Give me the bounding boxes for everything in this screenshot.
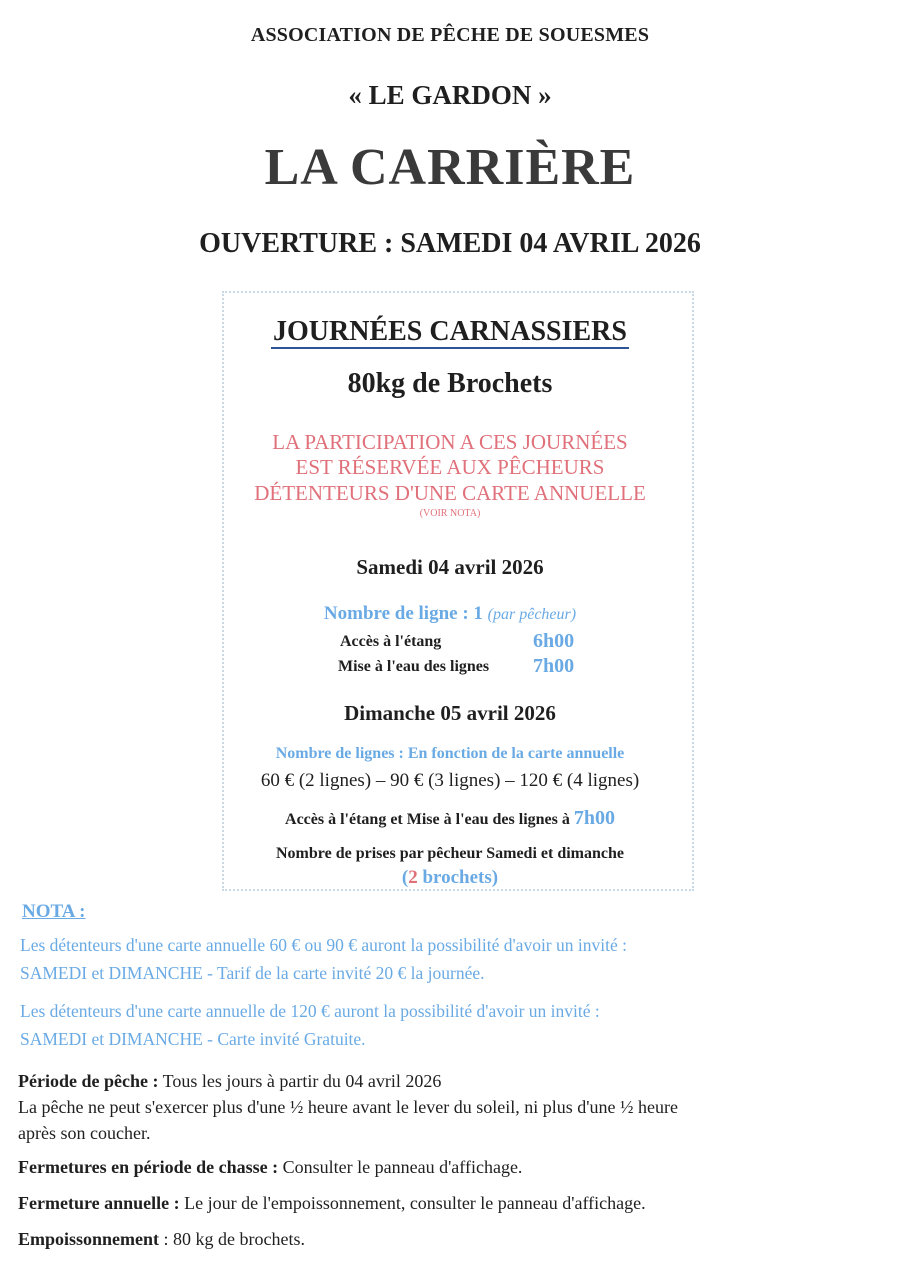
voir-nota: (VOIR NOTA) [419,508,481,519]
day2-lines: Nombre de lignes : En fonction de la carte annuelle [275,745,625,762]
box-subtitle: 80kg de Brochets [347,368,553,399]
closures-text: Consulter le panneau d'affichage. [278,1157,523,1177]
day2-access-time: 7h00 [573,807,615,829]
annual-closure [18,1190,888,1216]
day1-access-label: Accès à l'étang [340,633,442,650]
nota-p1-line2: SAMEDI et DIMANCHE - Tarif de la carte invité 20 € la journée. [20,963,485,983]
catches-number: 2 [408,867,418,888]
day1-lines-note: (par pêcheur) [487,606,577,623]
catches-value [0,867,900,889]
warning-line-3: DÉTENTEURS D'UNE CARTE ANNUELLE [254,481,646,505]
day1-lines-label: Nombre de ligne : 1 [323,603,483,624]
closures-label: Fermetures en période de chasse : [18,1157,279,1177]
annual-label: Fermeture annuelle : [18,1193,180,1213]
period-line3: après son coucher. [18,1123,151,1143]
day2-prices: 60 € (2 lignes) – 90 € (3 lignes) – 120 € (4 lignes) [260,770,640,791]
warning-line-1: LA PARTICIPATION A CES JOURNÉES [272,430,628,454]
period-line2: La pêche ne peut s'exercer plus d'une ½ heure avant le lever du soleil, ni plus d'une ½ heure [18,1097,678,1117]
day2-access [0,807,900,830]
day1-water-time: 7h00 [533,655,575,677]
nota-p2-line1: Les détenteurs d'une carte annuelle de 120 € auront la possibilité d'avoir un invité : [20,1001,600,1021]
day1-access-time: 6h00 [533,630,575,652]
stock-text: : 80 kg de brochets. [159,1229,305,1249]
nota-p1-line1: Les détenteurs d'une carte annuelle 60 € ou 90 € auront la possibilité d'avoir un invité : [20,935,627,955]
catches-label: Nombre de prises par pêcheur Samedi et dimanche [276,845,624,862]
nota-paragraph-2 [20,997,880,1053]
nota-label: NOTA : [22,901,86,922]
association-name: ASSOCIATION DE PÊCHE DE SOUESMES [250,24,650,46]
opening-date: OUVERTURE : SAMEDI 04 AVRIL 2026 [199,228,701,259]
day1-water-label: Mise à l'eau des lignes [338,658,490,675]
day1-title: Samedi 04 avril 2026 [356,555,544,579]
stocking [18,1226,888,1252]
day1-lines [0,603,900,625]
stock-label: Empoissonnement [18,1229,160,1249]
nota-p2-line2: SAMEDI et DIMANCHE - Carte invité Gratuite. [20,1029,366,1049]
period-label: Période de pêche : [18,1071,159,1091]
period-text: Tous les jours à partir du 04 avril 2026 [158,1071,442,1091]
annual-text: Le jour de l'empoissonnement, consulter le panneau d'affichage. [179,1193,646,1213]
catches-open: ( [401,867,409,888]
warning-line-2: EST RÉSERVÉE AUX PÊCHEURS [295,455,605,479]
day2-access-label: Accès à l'étang et Mise à l'eau des lignes à [285,811,570,828]
catches-rest: brochets) [417,867,499,888]
box-title [0,316,900,348]
hunting-closures [18,1154,888,1180]
nota-paragraph-1 [20,931,880,987]
club-name: « LE GARDON » [348,80,552,110]
box-title-text: JOURNÉES CARNASSIERS [273,316,627,347]
site-title: LA CARRIÈRE [264,139,636,196]
fishing-period [18,1068,888,1146]
day2-title: Dimanche 05 avril 2026 [344,701,556,725]
